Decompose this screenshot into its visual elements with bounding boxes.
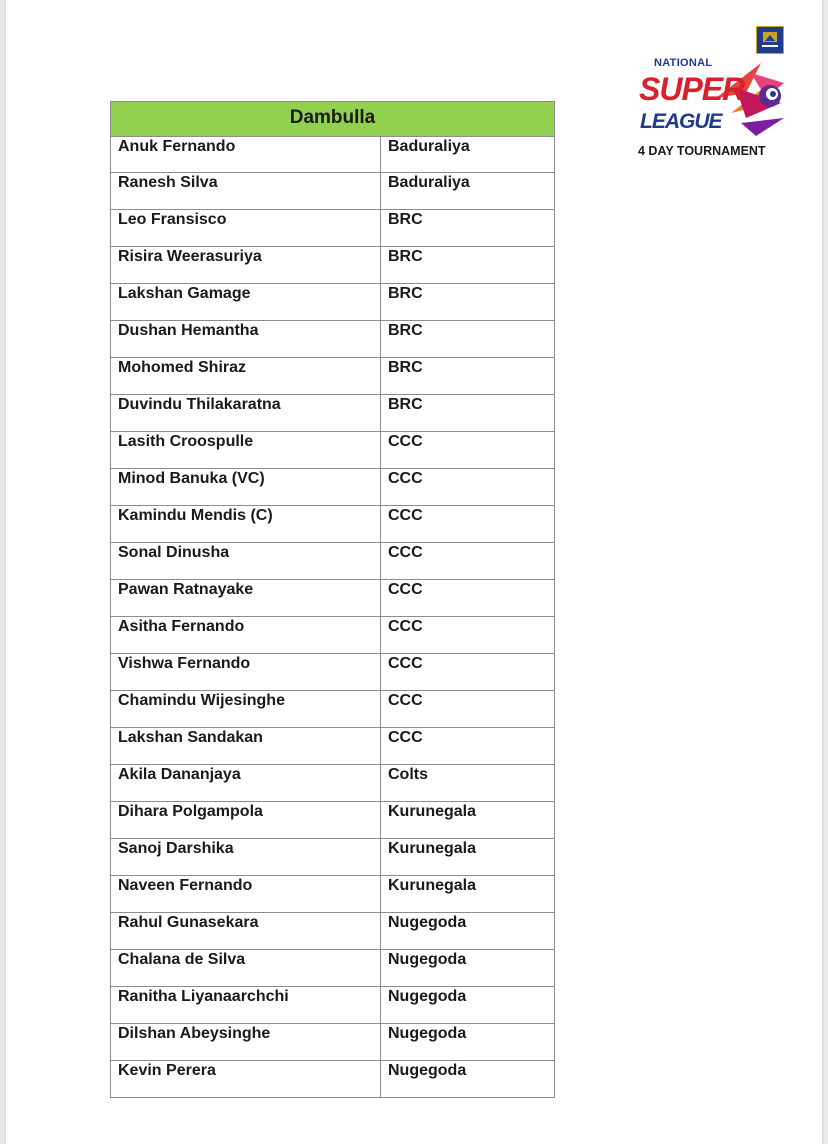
table-row [111, 173, 555, 210]
table-row [111, 691, 555, 728]
table-row [111, 617, 555, 654]
table-row [111, 432, 555, 469]
club-name-cell: Nugegoda [381, 1024, 555, 1061]
club-name-cell: CCC [381, 728, 555, 765]
club-name-cell: Kurunegala [381, 839, 555, 876]
table-row [111, 913, 555, 950]
club-name-cell: CCC [381, 617, 555, 654]
club-name-cell: Baduraliya [381, 173, 555, 210]
document-page [6, 0, 822, 1144]
club-name-cell: BRC [381, 210, 555, 247]
player-name-cell: Ranesh Silva [111, 173, 381, 210]
table-row [111, 765, 555, 802]
player-name-cell: Naveen Fernando [111, 876, 381, 913]
table-row [111, 950, 555, 987]
sri-lanka-cricket-crest-icon [756, 26, 784, 54]
club-name-cell: Nugegoda [381, 1061, 555, 1098]
table-row [111, 284, 555, 321]
player-name-cell: Dushan Hemantha [111, 321, 381, 358]
club-name-cell: Nugegoda [381, 913, 555, 950]
player-name-cell: Risira Weerasuriya [111, 247, 381, 284]
player-name-cell: Chalana de Silva [111, 950, 381, 987]
table-row [111, 728, 555, 765]
player-name-cell: Lakshan Sandakan [111, 728, 381, 765]
club-name-cell: CCC [381, 506, 555, 543]
club-name-cell: Colts [381, 765, 555, 802]
club-name-cell: CCC [381, 543, 555, 580]
player-name-cell: Mohomed Shiraz [111, 358, 381, 395]
club-name-cell: CCC [381, 691, 555, 728]
player-name-cell: Leo Fransisco [111, 210, 381, 247]
table-row [111, 839, 555, 876]
table-row [111, 987, 555, 1024]
club-name-cell: Nugegoda [381, 950, 555, 987]
player-name-cell: Pawan Ratnayake [111, 580, 381, 617]
club-name-cell: Kurunegala [381, 802, 555, 839]
player-name-cell: Ranitha Liyanaarchchi [111, 987, 381, 1024]
player-name-cell: Vishwa Fernando [111, 654, 381, 691]
player-name-cell: Sanoj Darshika [111, 839, 381, 876]
club-name-cell: CCC [381, 580, 555, 617]
table-row [111, 358, 555, 395]
player-name-cell: Chamindu Wijesinghe [111, 691, 381, 728]
table-row [111, 469, 555, 506]
squad-table-body [111, 137, 555, 1098]
player-name-cell: Minod Banuka (VC) [111, 469, 381, 506]
table-row [111, 247, 555, 284]
club-name-cell: CCC [381, 654, 555, 691]
table-row [111, 1061, 555, 1098]
table-row [111, 137, 555, 173]
player-name-cell: Sonal Dinusha [111, 543, 381, 580]
table-row [111, 321, 555, 358]
player-name-cell: Duvindu Thilakaratna [111, 395, 381, 432]
player-name-cell: Kamindu Mendis (C) [111, 506, 381, 543]
logo-league-text: LEAGUE [640, 110, 722, 133]
club-name-cell: BRC [381, 395, 555, 432]
club-name-cell: Nugegoda [381, 987, 555, 1024]
club-name-cell: BRC [381, 321, 555, 358]
player-name-cell: Asitha Fernando [111, 617, 381, 654]
table-row [111, 876, 555, 913]
club-name-cell: BRC [381, 284, 555, 321]
club-name-cell: Kurunegala [381, 876, 555, 913]
club-name-cell: Baduraliya [381, 137, 555, 173]
player-name-cell: Anuk Fernando [111, 137, 381, 173]
table-row [111, 210, 555, 247]
player-name-cell: Rahul Gunasekara [111, 913, 381, 950]
club-name-cell: BRC [381, 247, 555, 284]
logo-super-text: SUPER [639, 71, 745, 107]
table-row [111, 580, 555, 617]
club-name-cell: CCC [381, 469, 555, 506]
player-name-cell: Akila Dananjaya [111, 765, 381, 802]
club-name-cell: BRC [381, 358, 555, 395]
national-super-league-logo [636, 26, 788, 156]
logo-national-text: NATIONAL [654, 57, 713, 69]
player-name-cell: Dihara Polgampola [111, 802, 381, 839]
player-name-cell: Lasith Croospulle [111, 432, 381, 469]
logo-tournament-text: 4 DAY TOURNAMENT [638, 144, 766, 158]
table-row [111, 395, 555, 432]
player-name-cell: Kevin Perera [111, 1061, 381, 1098]
table-row [111, 543, 555, 580]
player-name-cell: Dilshan Abeysinghe [111, 1024, 381, 1061]
squad-table [110, 101, 555, 1098]
table-row [111, 802, 555, 839]
table-row [111, 654, 555, 691]
table-header-row [111, 102, 555, 137]
player-name-cell: Lakshan Gamage [111, 284, 381, 321]
table-row [111, 1024, 555, 1061]
club-name-cell: CCC [381, 432, 555, 469]
team-name-header: Dambulla [111, 102, 555, 137]
table-row [111, 506, 555, 543]
